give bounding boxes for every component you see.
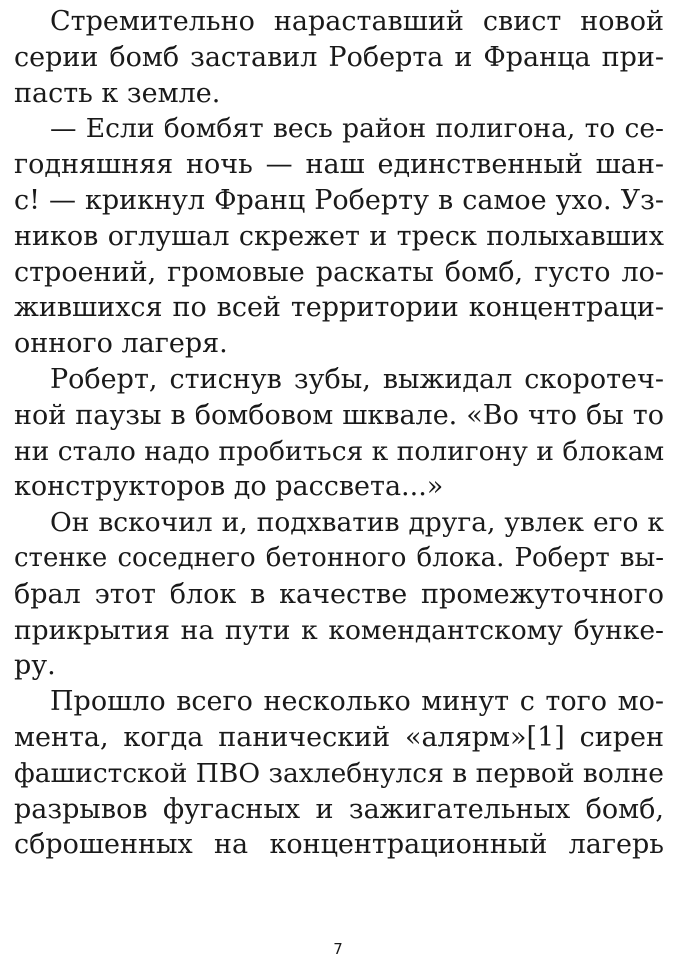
text-line: ников оглушал скрежет и треск полыхавших	[14, 220, 664, 252]
text-line: фашистской ПВО захлебнулся в первой волне	[14, 757, 664, 789]
page-body	[14, 4, 664, 863]
text-line: ной паузы в бомбовом шквале. «Во что бы то	[14, 399, 664, 431]
text-line: Роберт, стиснув зубы, выжидал скоротеч-	[50, 363, 664, 395]
text-line: Он вскочил и, подхватив друга, увлек его к	[50, 507, 664, 539]
text-line: серии бомб заставил Роберта и Франца при-	[14, 41, 664, 73]
page-number: 7	[333, 940, 343, 958]
text-line: — Если бомбят весь район полигона, то се-	[50, 113, 664, 145]
text-line: Стремительно нараставший свист новой	[50, 6, 664, 37]
text-line: Прошло всего несколько минут с того мо-	[50, 686, 664, 718]
text-line: с! — крикнул Франц Роберту в самое ухо. Уз-	[14, 184, 664, 216]
text-line: разрывов фугасных и зажигательных бомб,	[14, 793, 664, 825]
text-line: пасть к земле.	[14, 77, 221, 109]
text-line: строений, громовые раскаты бомб, густо ло-	[14, 256, 664, 288]
text-line: ни стало надо пробиться к полигону и блокам	[14, 435, 664, 467]
text-line: ру.	[14, 650, 56, 682]
text-line: брал этот блок в качестве промежуточного	[14, 578, 664, 610]
text-line: жившихся по всей территории концентраци-	[14, 292, 664, 324]
text-line: годняшняя ночь — наш единственный шан-	[14, 149, 664, 181]
text-line: мента, когда панический «алярм»[1] сирен	[14, 721, 664, 753]
text-line: сброшенных на концентрационный лагерь	[14, 829, 664, 861]
text-line: прикрытия на пути к комендантскому бунке-	[14, 614, 664, 646]
text-line: стенке соседнего бетонного блока. Роберт вы-	[14, 542, 664, 573]
text-line: онного лагеря.	[14, 328, 228, 360]
text-line: конструкторов до рассвета...»	[14, 471, 444, 503]
